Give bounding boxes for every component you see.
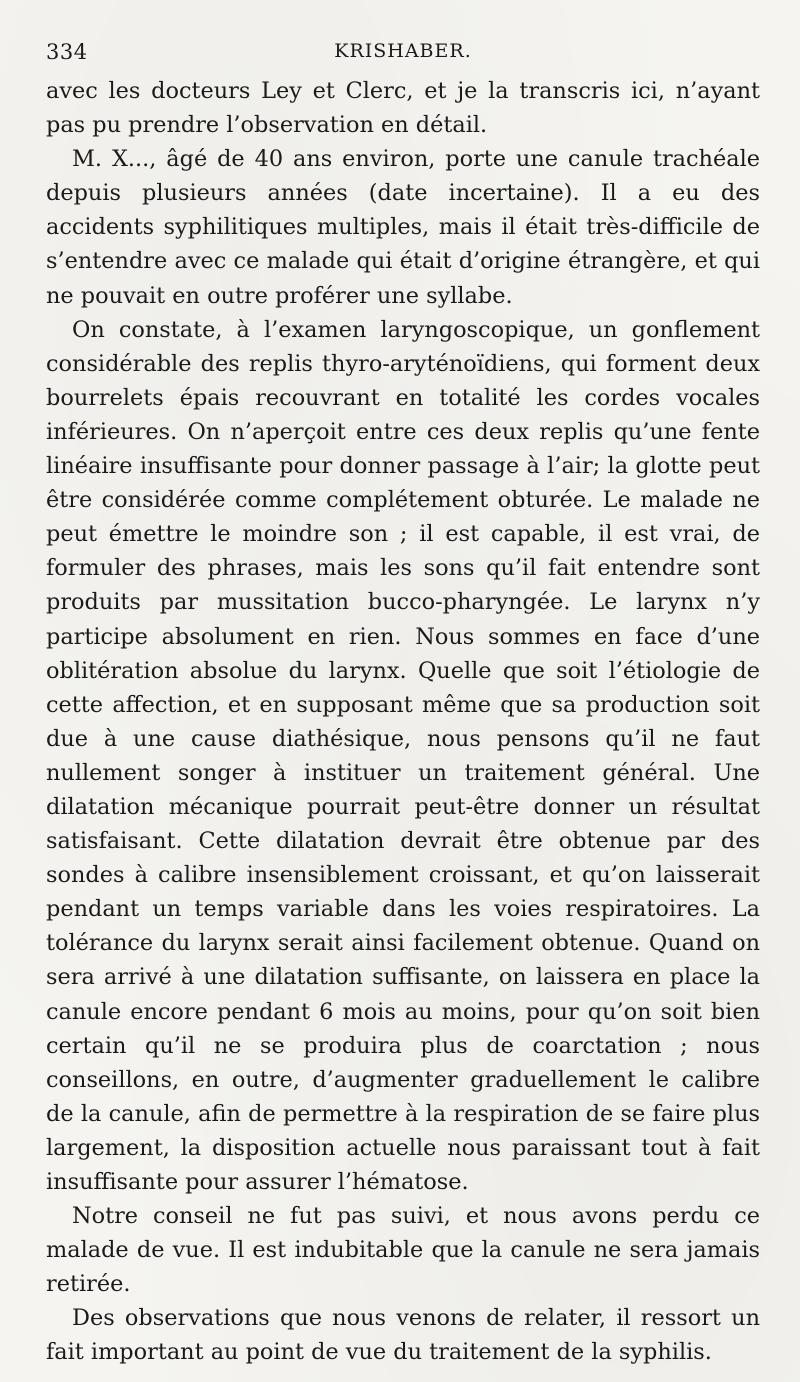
page-number: 334: [46, 40, 88, 64]
paragraph-case-description: M. X..., âgé de 40 ans environ, porte une canule trachéale depuis plusieurs années (date incertaine). Il a eu des accidents syphilitiques multiples, mais il était très-difficile de s’entendre avec ce malade qui était d’origine étrangère, et qui ne pouvait en outre proférer une syllabe.: [46, 146, 760, 309]
running-head: KRISHABER.: [334, 40, 472, 62]
paragraph-outcome: Notre conseil ne fut pas suivi, et nous avons perdu ce malade de vue. Il est indubitable que la canule ne sera jamais retirée.: [46, 1203, 760, 1298]
page-body: [46, 74, 760, 1370]
page-header: [46, 34, 760, 74]
paragraph-examination: On constate, à l’examen laryngoscopique, un gonflement considérable des replis thyro-aryténoïdiens, qui forment deux bourrelets épais recouvrant en totalité les cordes vocales inférieures. On n’aperçoit entre ces deux replis qu’une fente linéaire insuffisante pour donner passage à l’air; la glotte peut être considérée comme complétement obturée. Le malade ne peut émettre le moindre son ; il est capable, il est vrai, de formuler des phrases, mais les sons qu’il fait entendre sont produits par mussitation bucco-pharyngée. Le larynx n’y participe absolument en rien. Nous sommes en face d’une oblitération absolue du larynx. Quelle que soit l’étiologie de cette affection, et en supposant même que sa production soit due à une cause diathésique, nous pensons qu’il ne faut nullement songer à instituer un traitement général. Une dilatation mécanique pourrait peut-être donner un résultat satisfaisant. Cette dilatation devrait être obtenue par des sondes à calibre insensiblement croissant, et qu’on laisserait pendant un temps variable dans les voies respiratoires. La tolérance du larynx serait ainsi facilement obtenue. Quand on sera arrivé à une dilatation suffisante, on laissera en place la canule encore pendant 6 mois au moins, pour qu’on soit bien certain qu’il ne se produira plus de coarctation ; nous conseillons, en outre, d’augmenter graduellement le calibre de la canule, afin de permettre à la respiration de se faire plus largement, la disposition actuelle nous paraissant tout à fait insuffisante pour assurer l’hématose.: [46, 316, 760, 1195]
paragraph-continuation: avec les docteurs Ley et Clerc, et je la transcris ici, n’ayant pas pu prendre l’observation en détail.: [46, 78, 760, 139]
paragraph-conclusion: Des observations que nous venons de relater, il ressort un fait important au point de vue du traitement de la syphilis.: [46, 1305, 760, 1366]
